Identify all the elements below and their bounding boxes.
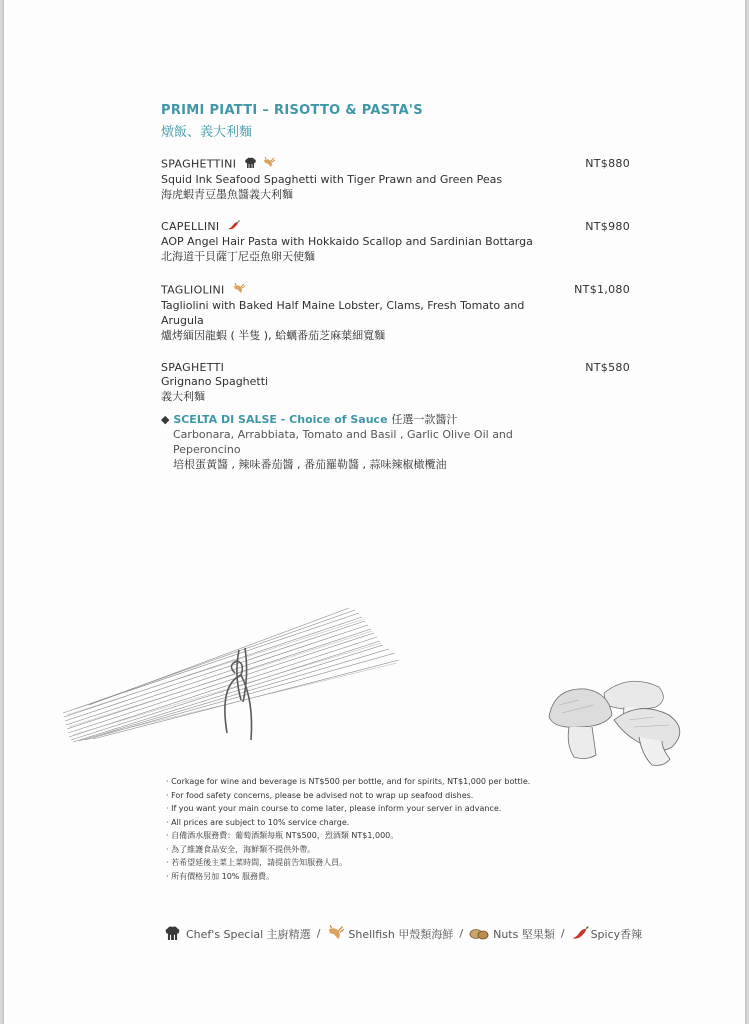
note-item: · 若希望延後主菜上菜時間，請提前告知服務人員。 bbox=[166, 858, 348, 867]
chef-hat-icon bbox=[164, 925, 181, 942]
chili-icon bbox=[227, 220, 240, 234]
diamond-bullet-icon: ◆ bbox=[161, 413, 170, 426]
dish-description: Grignano Spaghetti bbox=[161, 375, 269, 388]
dish-price: NT$1,080 bbox=[574, 283, 630, 296]
legend-label: Shellfish 甲殼類海鮮 bbox=[348, 927, 454, 941]
sauce-title: SCELTA DI SALSE - Choice of Sauce bbox=[173, 413, 388, 426]
nuts-icon bbox=[469, 927, 489, 941]
dish-spaghettini bbox=[161, 157, 621, 202]
notes-list bbox=[166, 775, 646, 883]
legend-separator: / bbox=[560, 927, 565, 940]
dish-name: SPAGHETTI bbox=[161, 361, 225, 374]
note-item: · 所有價格另加 10% 服務費。 bbox=[166, 871, 274, 881]
pasta-bundle-illustration bbox=[59, 605, 404, 750]
menu-page bbox=[4, 0, 745, 1024]
sauce-choice bbox=[161, 411, 631, 472]
legend-item-chef-special bbox=[164, 925, 311, 942]
dish-price: NT$980 bbox=[585, 220, 630, 233]
dish-description-cont: Arugula bbox=[161, 314, 204, 327]
dish-capellini bbox=[161, 220, 621, 264]
legend-label: Chef's Special 主廚精選 bbox=[186, 927, 311, 941]
legend-label: Nuts 堅果類 bbox=[493, 927, 555, 941]
note-item: · 自備酒水服務費：葡萄酒類每瓶 NT$500，烈酒類 NT$1,000。 bbox=[166, 831, 399, 840]
note-item: · For food safety concerns, please be advised not to wrap up seafood dishes. bbox=[166, 790, 474, 800]
sauce-options-zh: 培根蛋黃醬 , 辣味番茄醬 , 番茄羅勒醬 , 蒜味辣椒橄欖油 bbox=[173, 458, 447, 471]
dish-description-zh: 海虎蝦青豆墨魚醬義大利麵 bbox=[161, 188, 293, 201]
dish-description-zh: 義大利麵 bbox=[161, 390, 205, 403]
chili-icon bbox=[571, 926, 589, 941]
chef-hat-icon bbox=[244, 157, 257, 172]
section-title-zh: 燉飯、義大利麵 bbox=[161, 125, 253, 140]
legend-item-nuts bbox=[469, 926, 555, 942]
dish-description-zh: 爐烤緬因龍蝦 ( 半隻 ), 蛤蠣番茄芝麻葉細寬麵 bbox=[161, 329, 386, 342]
note-item: · All prices are subject to 10% service charge. bbox=[166, 817, 350, 827]
sauce-title-zh: 任選一款醬汁 bbox=[391, 413, 458, 426]
dish-description: Squid Ink Seafood Spaghetti with Tiger Prawn and Green Peas bbox=[161, 173, 503, 186]
dish-tagliolini bbox=[161, 283, 621, 343]
dish-description-zh: 北海道干貝薩丁尼亞魚卵天使麵 bbox=[161, 250, 315, 263]
shellfish-icon bbox=[232, 283, 245, 298]
icon-legend bbox=[164, 925, 642, 942]
shellfish-icon bbox=[326, 925, 344, 942]
dish-name: SPAGHETTINI bbox=[161, 157, 237, 171]
dish-name: CAPELLINI bbox=[161, 220, 220, 233]
section-title: PRIMI PIATTI – RISOTTO & PASTA'S bbox=[161, 103, 423, 118]
dish-name: TAGLIOLINI bbox=[161, 283, 225, 297]
note-item: · Corkage for wine and beverage is NT$500 per bottle, and for spirits, NT$1,000 per bottle. bbox=[166, 777, 531, 786]
legend-separator: / bbox=[316, 927, 321, 940]
shellfish-icon bbox=[262, 157, 275, 172]
sauce-options-cont: Peperoncino bbox=[173, 443, 241, 456]
legend-item-spicy bbox=[571, 926, 643, 942]
legend-separator: / bbox=[459, 927, 464, 940]
sauce-options: Carbonara, Arrabbiata, Tomato and Basil , Garlic Olive Oil and bbox=[173, 428, 513, 441]
legend-item-shellfish bbox=[326, 925, 453, 942]
dish-price: NT$880 bbox=[585, 157, 630, 170]
mushrooms-illustration bbox=[544, 675, 689, 770]
dish-description: Tagliolini with Baked Half Maine Lobster, Clams, Fresh Tomato and bbox=[161, 299, 525, 312]
dish-spaghetti bbox=[161, 361, 621, 404]
note-item: · If you want your main course to come later, please inform your server in advance. bbox=[166, 804, 502, 813]
dish-description: AOP Angel Hair Pasta with Hokkaido Scallop and Sardinian Bottarga bbox=[161, 235, 533, 248]
legend-label: Spicy香辣 bbox=[590, 927, 643, 941]
note-item: · 為了維護食品安全，海鮮類不提供外帶。 bbox=[166, 844, 316, 854]
dish-price: NT$580 bbox=[585, 361, 630, 374]
